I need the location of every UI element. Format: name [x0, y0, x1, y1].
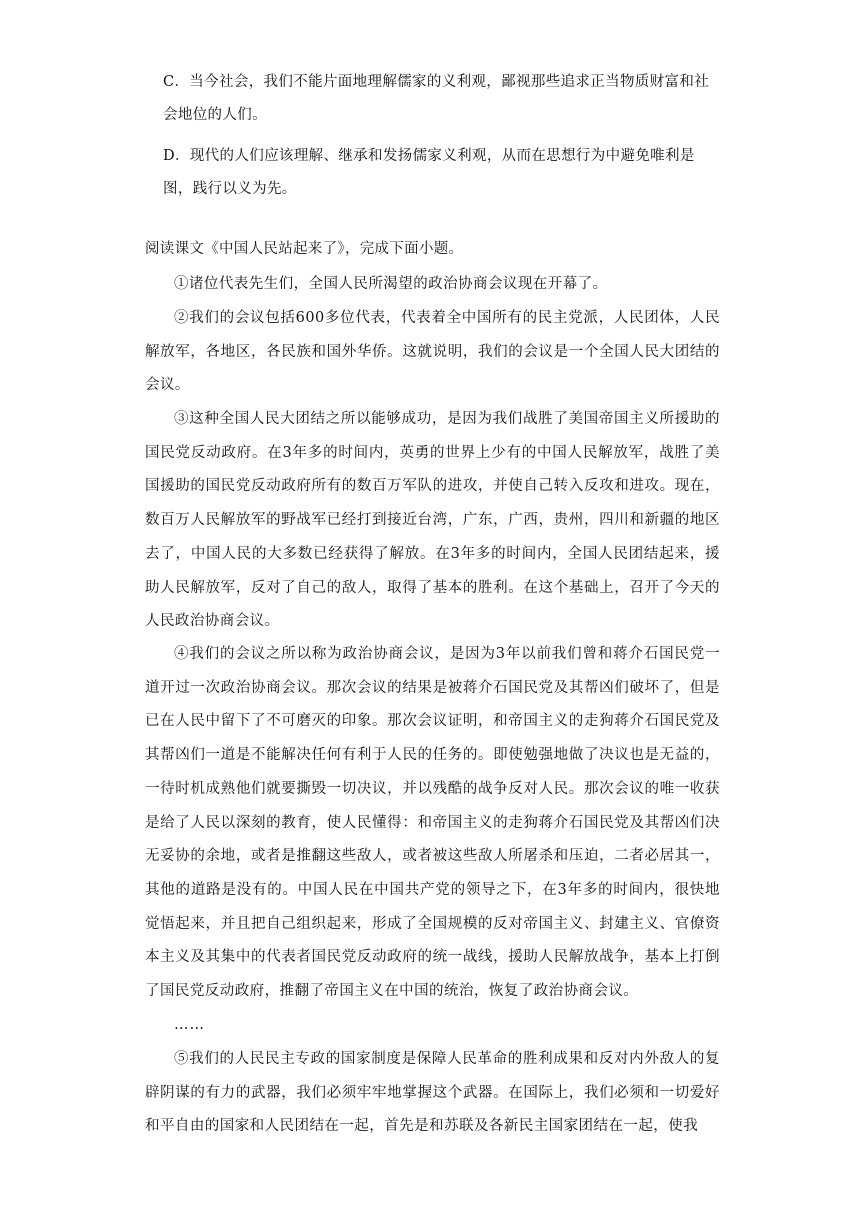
- passage-paragraph-1: ①诸位代表先生们，全国人民所渴望的政治协商会议现在开幕了。: [174, 276, 608, 292]
- option-c-text: C．当今社会，我们不能片面地理解儒家的义利观，鄙视那些追求正当物质财富和社会地位的人们。: [163, 74, 710, 123]
- passage-paragraph-3: ③这种全国人民大团结之所以能够成功，是因为我们战胜了美国帝国主义所援助的国民党反动政府。在3年多的时间内，英勇的世界上少有的中国人民解放军，战胜了美国援助的国民党反动政府所有的数百万军队的进攻，并使自己转入反攻和进攻。现在，数百万人民解放军的野战军已经打到接近台湾，广东，广西，贵州，四川和新疆的地区去了，中国人民的大多数已经获得了解放。在3年多的时间内，全国人民团结起来，援助人民解放军，反对了自己的敌人，取得了基本的胜利。在这个基础上，召开了今天的人民政治协商会议。: [145, 411, 720, 630]
- passage-paragraph-5: ⑤我们的人民民主专政的国家制度是保障人民革命的胜利成果和反对内外敌人的复辟阴谋的有力的武器，我们必须牢牢地掌握这个武器。在国际上，我们必须和一切爱好和平自由的国家和人民团结在一起，首先是和苏联及各新民主国家团结在一起，使我: [145, 1051, 720, 1135]
- reading-instruction: 阅读课文《中国人民站起来了》，完成下面小题。: [145, 241, 464, 257]
- passage-paragraph-4: ④我们的会议之所以称为政治协商会议，是因为3年以前我们曾和蒋介石国民党一道开过一次政治协商会议。那次会议的结果是被蒋介石国民党及其帮凶们破坏了，但是已在人民中留下了不可磨灭的印象。那次会议证明，和帝国主义的走狗蒋介石国民党及其帮凶们一道是不能解决任何有利于人民的任务的。即使勉强地做了决议也是无益的，一待时机成熟他们就要撕毁一切决议，并以残酷的战争反对人民。那次会议的唯一收获是给了人民以深刻的教育，使人民懂得：和帝国主义的走狗蒋介石国民党及其帮凶们决无妥协的余地，或者是推翻这些敌人，或者被这些敌人所屠杀和压迫，二者必居其一，其他的道路是没有的。中国人民在中国共产党的领导之下，在3年多的时间内，很快地觉悟起来，并且把自己组织起来，形成了全国规模的反对帝国主义、封建主义、官僚资本主义及其集中的代表者国民党反动政府的统一战线，援助人民解放战争，基本上打倒了国民党反动政府，推翻了帝国主义在中国的统治，恢复了政治协商会议。: [145, 646, 720, 1000]
- passage-paragraph-2: ②我们的会议包括600多位代表，代表着全中国所有的民主党派，人民团体，人民解放军，各地区，各民族和国外华侨。这就说明，我们的会议是一个全国人民大团结的会议。: [145, 310, 720, 394]
- option-c: [163, 66, 723, 132]
- option-d-text: D．现代的人们应该理解、继承和发扬儒家义利观，从而在思想行为中避免唯利是图，践行以义为先。: [163, 148, 695, 197]
- option-d: [163, 140, 723, 206]
- omission-ellipsis: ……: [174, 1017, 205, 1033]
